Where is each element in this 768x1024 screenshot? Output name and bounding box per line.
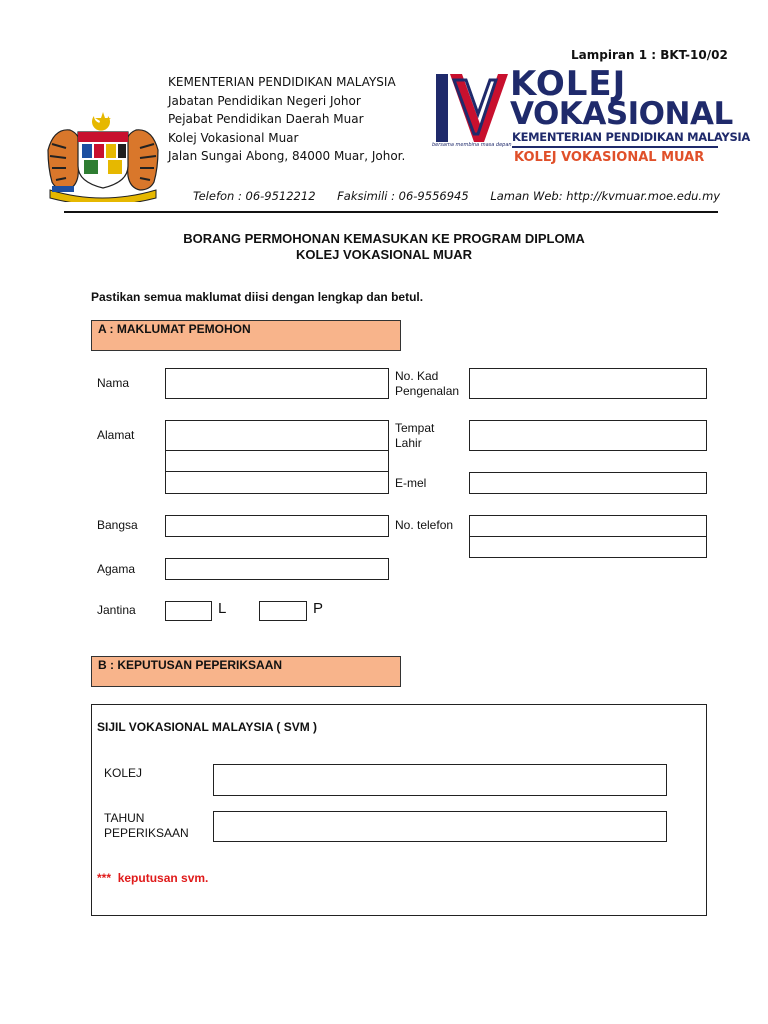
- coat-of-arms-logo: [44, 110, 162, 202]
- bangsa-field[interactable]: [165, 515, 389, 537]
- contact-fax: Faksimili : 06-9556945: [337, 189, 469, 203]
- instruction-text: Pastikan semua maklumat diisi dengan lengkap dan betul.: [91, 290, 424, 304]
- alamat-field-line3[interactable]: [165, 471, 389, 494]
- exam-year-label-line2: PEPERIKSAAN: [104, 826, 189, 840]
- alamat-field-line1[interactable]: [165, 420, 389, 451]
- note-marker: ***: [97, 871, 112, 885]
- birthplace-label-line2: Lahir: [395, 436, 422, 450]
- ic-label-line2: Pengenalan: [395, 384, 460, 398]
- exam-year-label-line1: TAHUN: [104, 811, 145, 825]
- kolej-label: KOLEJ: [104, 766, 143, 780]
- svm-result-note: [97, 871, 208, 885]
- svm-title: SIJIL VOKASIONAL MALAYSIA ( SVM ): [97, 720, 318, 734]
- contact-website: Laman Web: http://kvmuar.moe.edu.my: [490, 189, 721, 203]
- gender-female-checkbox[interactable]: [259, 601, 307, 621]
- alamat-label: Alamat: [97, 428, 135, 442]
- college-name: Kolej Vokasional Muar: [168, 130, 299, 145]
- kolej-vokasional-logo: [432, 64, 751, 170]
- college-address: Jalan Sungai Abong, 84000 Muar, Johor.: [168, 149, 406, 163]
- kolej-field[interactable]: [213, 764, 667, 796]
- gender-male-checkbox[interactable]: [165, 601, 212, 621]
- district-office: Pejabat Pendidikan Daerah Muar: [168, 112, 364, 126]
- birthplace-field[interactable]: [469, 420, 707, 451]
- logo-college-text: KOLEJ VOKASIONAL MUAR: [514, 150, 705, 165]
- gender-female-label: P: [313, 600, 324, 617]
- ic-label-line1: No. Kad: [395, 369, 439, 383]
- phone-label: No. telefon: [395, 518, 454, 532]
- nama-label: Nama: [97, 376, 130, 390]
- logo-divider: [512, 146, 718, 148]
- agama-field[interactable]: [165, 558, 389, 580]
- logo-tagline: bersama membina masa depan: [432, 142, 512, 148]
- email-field[interactable]: [469, 472, 707, 494]
- phone-field-line1[interactable]: [469, 515, 707, 537]
- gender-male-label: L: [218, 600, 227, 617]
- contact-line: [193, 189, 738, 203]
- birthplace-label-line1: Tempat: [395, 421, 435, 435]
- phone-field-line2[interactable]: [469, 536, 707, 558]
- ministry-address-block: [168, 73, 405, 166]
- alamat-field-line2[interactable]: [165, 450, 389, 472]
- kv-emblem-icon: [432, 70, 510, 146]
- email-label: E-mel: [395, 476, 427, 490]
- note-text: keputusan svm.: [117, 871, 209, 885]
- header-divider: [64, 211, 718, 213]
- reference-number: Lampiran 1 : BKT-10/02: [571, 48, 728, 62]
- logo-word-vokasional: VOKASIONAL: [510, 96, 733, 132]
- section-a-heading: A : MAKLUMAT PEMOHON: [91, 320, 401, 351]
- logo-ministry-text: KEMENTERIAN PENDIDIKAN MALAYSIA: [512, 130, 751, 144]
- exam-year-field[interactable]: [213, 811, 667, 842]
- contact-phone: Telefon : 06-9512212: [193, 189, 316, 203]
- ic-number-field[interactable]: [469, 368, 707, 399]
- nama-field[interactable]: [165, 368, 389, 399]
- form-subtitle: KOLEJ VOKASIONAL MUAR: [296, 247, 472, 262]
- section-b-heading: B : KEPUTUSAN PEPERIKSAAN: [91, 656, 401, 687]
- state-department: Jabatan Pendidikan Negeri Johor: [168, 93, 361, 108]
- logo-word-kolej: KOLEJ: [510, 64, 627, 104]
- form-title: BORANG PERMOHONAN KEMASUKAN KE PROGRAM DIPLOMA: [183, 231, 585, 246]
- agama-label: Agama: [97, 562, 136, 576]
- ministry-name: KEMENTERIAN PENDIDIKAN MALAYSIA: [168, 75, 396, 89]
- bangsa-label: Bangsa: [97, 518, 138, 532]
- jantina-label: Jantina: [97, 603, 136, 617]
